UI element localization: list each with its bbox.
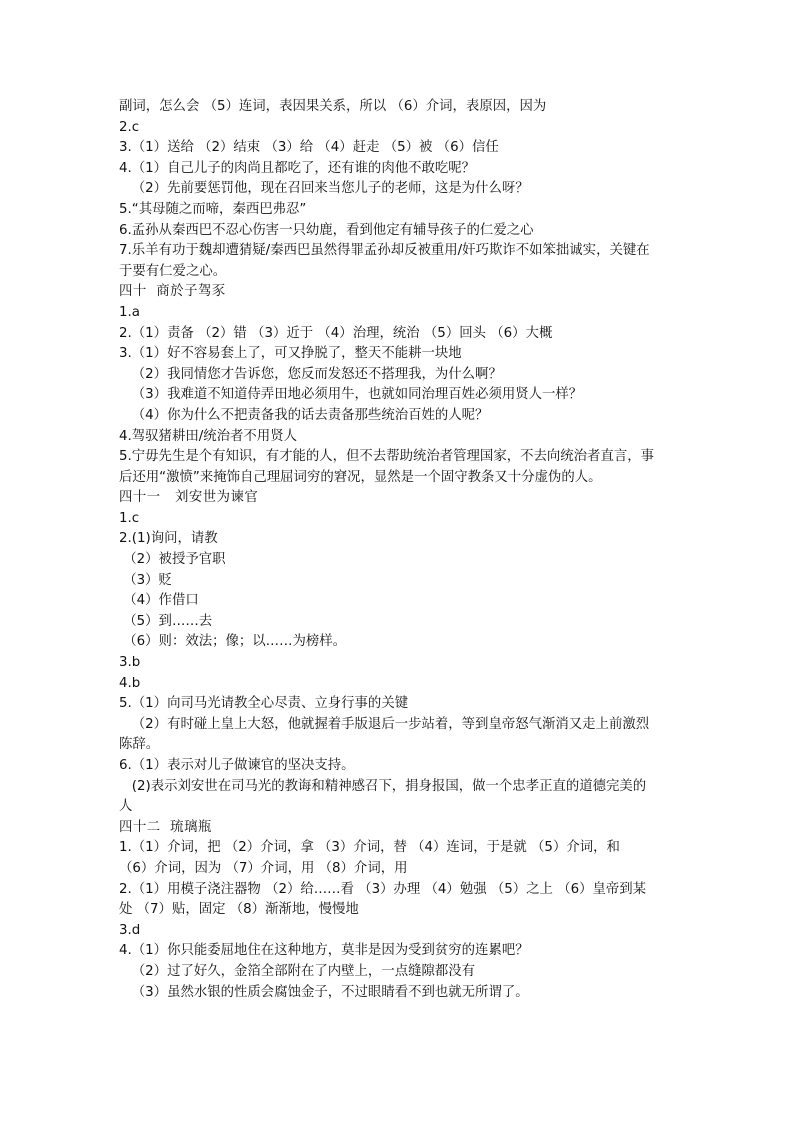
text-line: (2)表示刘安世在司马光的教诲和精神感召下，捐身报国，做一个忠孝正直的道德完美的 — [119, 778, 647, 794]
text-line: 4.驾驭猪耕田/统治者不用贤人 — [119, 428, 297, 444]
section-heading: 四十 商於子驾豕 — [119, 284, 226, 300]
text-line: 陈辞。 — [119, 737, 160, 753]
text-line: 2.c — [119, 119, 140, 135]
text-line: 2.(1)询问，请教 — [119, 531, 218, 547]
text-line: 5.宁毋先生是个有知识，有才能的人，但不去帮助统治者管理国家，不去向统治者直言，事 — [119, 449, 655, 465]
text-line: 后还用“激愤”来掩饰自己理屈词穷的窘况，显然是一个固守教条又十分虚伪的人。 — [119, 469, 602, 485]
text-line: 1.a — [119, 304, 140, 320]
text-line: 3.（1）送给 （2）结束 （3）给 （4）赶走 （5）被 （6）信任 — [119, 140, 499, 156]
text-line: （2）先前要惩罚他，现在召回来当您儿子的老师，这是为什么呀？ — [119, 181, 529, 197]
text-line: （3）贬 — [119, 572, 172, 588]
text-line: 副词，怎么会 （5）连词，表因果关系，所以 （6）介词，表原因，因为 — [119, 99, 547, 114]
text-line: （5）到……去 — [119, 613, 213, 629]
text-line: 6.（1）表示对儿子做谏官的坚决支持。 — [119, 758, 355, 773]
text-line: 处 （7）贴，固定 （8）渐渐地，慢慢地 — [119, 902, 359, 918]
section-heading: 四十二 琉璃瓶 — [119, 819, 212, 835]
text-line: 4.（1）你只能委屈地住在这种地方，莫非是因为受到贫穷的连累吧？ — [119, 943, 529, 959]
text-line: （2）过了好久，金箔全部附在了内壁上，一点缝隙都没有 — [119, 963, 476, 979]
text-line: （2）有时碰上皇上大怒，他就握着手版退后一步站着，等到皇帝怒气渐消又走上前激烈 — [119, 716, 650, 732]
text-line: 于要有仁爱之心。 — [119, 263, 227, 279]
text-line: 5.（1）向司马光请教全心尽责、立身行事的关键 — [119, 696, 409, 712]
text-line: （6）则：效法；像；以……为榜样。 — [119, 634, 347, 650]
section-heading: 四十一 刘安世为谏官 — [119, 490, 259, 506]
text-line: （3）虽然水银的性质会腐蚀金子，不过眼睛看不到也就无所谓了。 — [119, 984, 529, 1000]
text-line: （2）被授予官职 — [119, 552, 226, 568]
text-line: 5.“其母随之而啼，秦西巴弗忍” — [119, 201, 307, 217]
text-line: 4.b — [119, 675, 141, 691]
text-line: （6）介词，因为 （7）介词，用 （8）介词，用 — [119, 860, 408, 876]
answer-key-page — [119, 97, 679, 1003]
text-line: （3）我难道不知道侍弄田地必须用牛，也就如同治理百姓必须用贤人一样？ — [119, 387, 583, 403]
text-line: 6.孟孙从秦西巴不忍心伤害一只幼鹿，看到他定有辅导孩子的仁爱之心 — [119, 222, 534, 238]
text-line: （4）你为什么不把责备我的话去责备那些统治百姓的人呢？ — [119, 407, 489, 423]
text-line: 7.乐羊有功于魏却遭猜疑/秦西巴虽然得罪孟孙却反被重用/奸巧欺诈不如笨拙诚实，关键在 — [119, 243, 650, 259]
text-line: 2.（1）责备 （2）错 （3）近于 （4）治理，统治 （5）回头 （6）大概 — [119, 325, 553, 341]
text-line: 3.b — [119, 655, 141, 671]
text-line: 1.（1）介词，把 （2）介词，拿 （3）介词，替 （4）连词，于是就 （5）介词，和 — [119, 840, 620, 856]
text-line: 4.（1）自己儿子的肉尚且都吃了，还有谁的肉他不敢吃呢？ — [119, 160, 476, 176]
text-line: 3.d — [119, 922, 141, 938]
text-line: 2.（1）用模子浇注器物 （2）给……看 （3）办理 （4）勉强 （5）之上 （6）皇帝到某 — [119, 881, 647, 897]
text-line: 1.c — [119, 510, 140, 526]
text-line: 3.（1）好不容易套上了，可又挣脱了，整天不能耕一块地 — [119, 346, 462, 362]
text-line: 人 — [119, 799, 133, 815]
text-line: （4）作借口 — [119, 593, 199, 609]
text-line: （2）我同情您才告诉您，您反而发怒还不搭理我，为什么啊？ — [119, 366, 502, 382]
